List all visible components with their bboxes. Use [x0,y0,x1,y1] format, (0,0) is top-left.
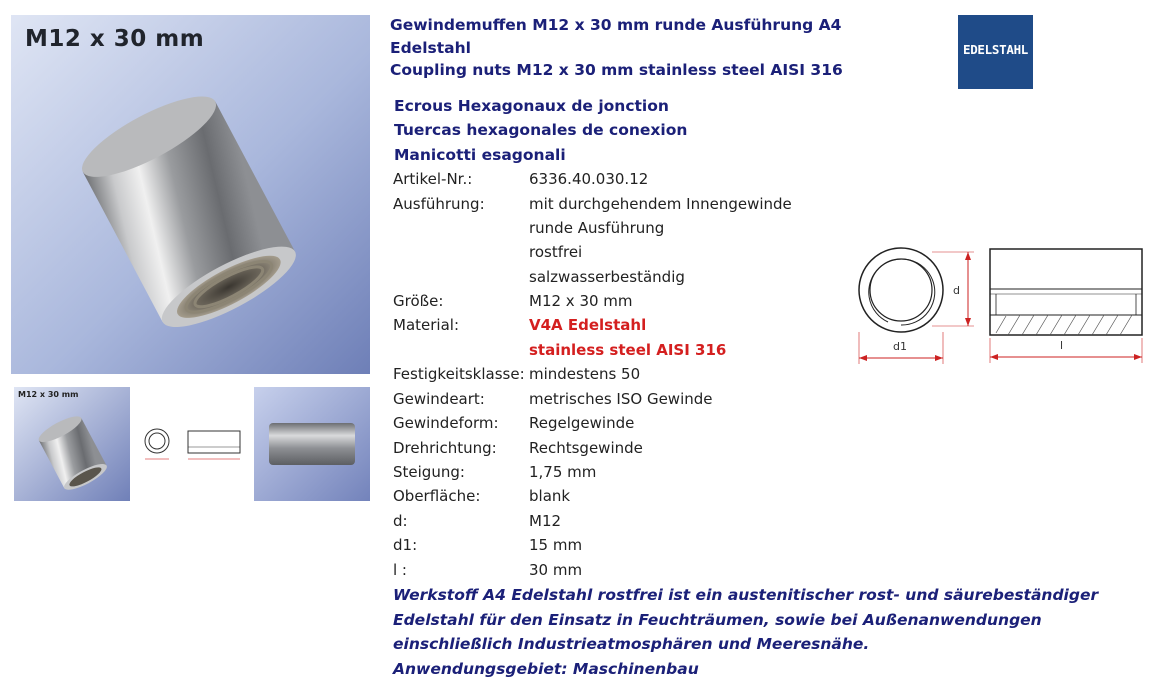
dimension-label-d1: d1 [893,340,907,353]
spec-value-material-2: stainless steel AISI 316 [529,341,727,359]
product-photo-main [11,15,370,374]
spec-label-l: l : [393,561,407,579]
dimension-label-l: l [1060,339,1064,352]
spec-value-gewindeart: metrisches ISO Gewinde [529,390,713,408]
thumbnail-photo[interactable] [14,387,130,501]
heading-french: Ecrous Hexagonaux de jonction [394,97,669,115]
spec-label-groesse: Größe: [393,292,444,310]
spec-label-drehrichtung: Drehrichtung: [393,439,497,457]
spec-value-d: M12 [529,512,562,530]
technical-drawing [848,240,1148,370]
spec-value-oberflaeche: blank [529,487,571,505]
spec-value-groesse: M12 x 30 mm [529,292,633,310]
spec-value-material-1: V4A Edelstahl [529,316,647,334]
spec-label-d1: d1: [393,536,418,554]
logo-text: EDELSTAHL [962,42,1029,57]
spec-value-d1: 15 mm [529,536,583,554]
spec-value-artikel: 6336.40.030.12 [529,170,649,188]
thumbnail-side-view[interactable] [254,387,370,501]
spec-label-d: d: [393,512,408,530]
spec-label-festigkeit: Festigkeitsklasse: [393,365,525,383]
spec-value-ausfuehrung-3: rostfrei [529,243,583,261]
spec-label-material: Material: [393,316,459,334]
spec-value-gewindeform: Regelgewinde [529,414,635,432]
photo-size-label: M12 x 30 mm [25,26,205,52]
spec-label-ausfuehrung: Ausführung: [393,195,485,213]
spec-value-l: 30 mm [529,561,583,579]
spec-label-oberflaeche: Oberfläche: [393,487,481,505]
description-line-1: Werkstoff A4 Edelstahl rostfrei ist ein austenitischer rost- und säurebeständiger [393,586,1099,604]
spec-value-ausfuehrung-1: mit durchgehendem Innengewinde [529,195,792,213]
spec-value-ausfuehrung-4: salzwasserbeständig [529,268,685,286]
description-line-3: einschließlich Industrieatmosphären und Meeresnähe. [393,635,870,653]
description-line-2: Edelstahl für den Einsatz in Feuchträumen, sowie bei Außenanwendungen [393,611,1042,629]
title-english: Coupling nuts M12 x 30 mm stainless steel AISI 316 [390,61,843,79]
spec-value-ausfuehrung-2: runde Ausführung [529,219,665,237]
title-german: Gewindemuffen M12 x 30 mm runde Ausführung A4 [390,16,842,34]
description-application: Anwendungsgebiet: Maschinenbau [393,660,699,678]
spec-label-gewindeart: Gewindeart: [393,390,485,408]
spec-label-artikel: Artikel-Nr.: [393,170,473,188]
spec-value-festigkeit: mindestens 50 [529,365,641,383]
edelstahl-logo [958,15,1033,89]
title-german-continued: Edelstahl [390,39,471,57]
spec-value-drehrichtung: Rechtsgewinde [529,439,643,457]
thumbnail-drawing[interactable] [133,387,249,501]
heading-spanish: Tuercas hexagonales de conexion [394,121,688,139]
heading-italian: Manicotti esagonali [394,146,566,164]
spec-label-steigung: Steigung: [393,463,465,481]
thumbnail-label: M12 x 30 mm [18,390,79,399]
spec-value-steigung: 1,75 mm [529,463,597,481]
dimension-label-d: d [953,284,960,297]
spec-label-gewindeform: Gewindeform: [393,414,499,432]
